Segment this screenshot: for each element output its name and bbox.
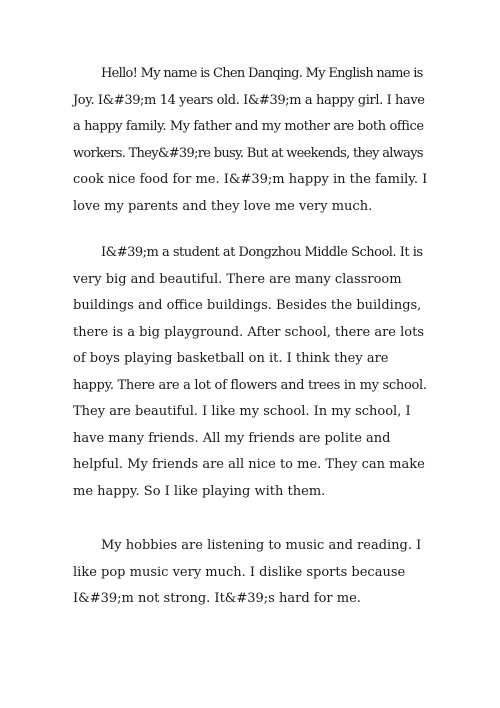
text-line: love my parents and they love me very much. xyxy=(73,198,373,214)
text-line: helpful. My friends are all nice to me. They can make xyxy=(73,457,425,472)
text-line: workers. They&#39;re busy. But at weekends, they always xyxy=(73,145,423,161)
text-line: happy. There are a lot of flowers and trees in my school. xyxy=(73,377,427,393)
paragraph-school xyxy=(73,240,427,505)
text-line: Joy. I&#39;m 14 years old. I&#39;m a happy girl. I have xyxy=(73,92,425,108)
text-line: Hello! My name is Chen Danqing. My English name is xyxy=(101,66,423,81)
text-line: a happy family. My father and my mother are both office xyxy=(73,119,424,134)
text-line: cook nice food for me. I&#39;m happy in the family. I xyxy=(73,172,428,187)
text-line: My hobbies are listening to music and reading. I xyxy=(101,538,422,553)
paragraph-family xyxy=(73,61,427,220)
text-line: there is a big playground. After school, there are lots xyxy=(73,324,425,340)
text-line: very big and beautiful. There are many classroom xyxy=(73,271,402,287)
text-line: of boys playing basketball on it. I think they are xyxy=(73,351,389,366)
text-line: I&#39;m not strong. It&#39;s hard for me. xyxy=(73,591,361,606)
paragraph-hobbies xyxy=(73,533,427,613)
text-line: like pop music very much. I dislike sports because xyxy=(73,564,406,580)
text-line: have many friends. All my friends are polite and xyxy=(73,430,391,446)
text-line: me happy. So I like playing with them. xyxy=(73,483,326,499)
text-line: I&#39;m a student at Dongzhou Middle School. It is xyxy=(101,245,423,260)
text-line: buildings and office buildings. Besides the buildings, xyxy=(73,298,422,313)
text-line: They are beautiful. I like my school. In my school, I xyxy=(73,404,411,419)
